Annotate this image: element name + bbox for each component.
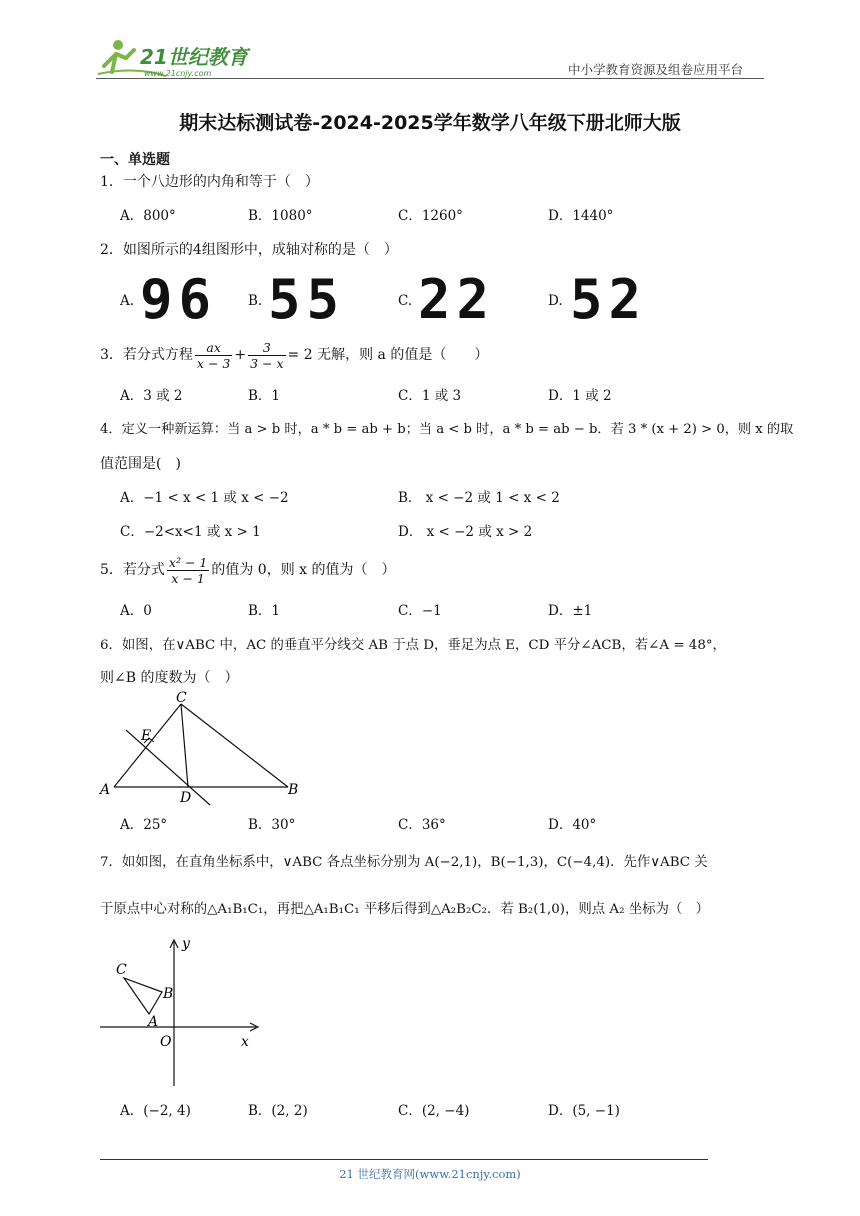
q7-stem-line2: 于原点中心对称的△A₁B₁C₁，再把△A₁B₁C₁ 平移后得到△A₂B₂C₂．若 B₂(1,0)，则点 A₂ 坐标为（ ） (100, 902, 710, 917)
q3-fraction-2-den: 3 − x (250, 355, 284, 371)
q4-stem-line1: 4．定义一种新运算：当 a > b 时，a * b = ab + b；当 a < b 时，a * b = ab − b．若 3 * (x + 2) > 0，则 x 的取 (100, 422, 794, 437)
q4-stem-line2: 值范围是( ) (100, 456, 181, 472)
q3-option-b: B．1 (248, 388, 281, 404)
q2-label-d: D. (548, 293, 563, 309)
q1-option-b: B．1080° (248, 208, 313, 224)
logo-text: 21世纪教育 (140, 45, 248, 69)
q3-fraction-1-den: x − 3 (196, 355, 231, 371)
q1-option-a: A．800° (120, 208, 176, 224)
q6-label-c: C (176, 690, 187, 706)
q1-option-d: D．1440° (548, 208, 614, 224)
q7-label-b: B (163, 986, 174, 1002)
logo-url: www.21cnjy.com (144, 69, 212, 78)
q3-suffix: = 2 无解，则 a 的值是（ ） (287, 347, 489, 363)
q7-triangle-abc (124, 978, 162, 1014)
q5-option-c: C．−1 (398, 603, 442, 619)
header-platform-text: 中小学教育资源及组卷应用平台 (568, 62, 744, 77)
section-heading: 一、单选题 (100, 152, 170, 168)
q5-fraction-num: x² − 1 (168, 554, 208, 570)
q6-segment-cd (181, 704, 188, 787)
q2-figure-b: 55 (268, 268, 346, 331)
q6-option-b: B．30° (248, 817, 296, 833)
q6-label-a: A (100, 782, 111, 798)
q7-label-y: y (182, 936, 190, 952)
q6-option-a: A．25° (120, 817, 168, 833)
q4-option-c: C．−2<x<1 或 x > 1 (120, 524, 261, 540)
q5-option-d: D．±1 (548, 603, 593, 619)
q7-option-b: B．(2, 2) (248, 1103, 308, 1119)
q2-figure-a: 96 (140, 268, 218, 331)
q4-option-a: A．−1 < x < 1 或 x < −2 (120, 490, 289, 506)
q4-option-d: D． x < −2 或 x > 2 (398, 524, 533, 540)
q3-fraction-1-num: ax (195, 340, 232, 356)
q2-figure-d: 52 (570, 268, 648, 331)
footer-link[interactable]: 21 世纪教育网(www.21cnjy.com) (339, 1167, 521, 1181)
q6-option-c: C．36° (398, 817, 446, 833)
site-logo (96, 36, 256, 80)
q6-triangle-figure (96, 690, 306, 810)
q7-coordinate-figure (96, 932, 266, 1090)
q7-label-a: A (148, 1014, 159, 1030)
q3-fraction-2-num: 3 (248, 340, 285, 356)
q7-label-o: O (160, 1034, 172, 1050)
footer-divider (100, 1159, 708, 1160)
q5-fraction-den: x − 1 (171, 570, 205, 586)
q6-option-d: D．40° (548, 817, 597, 833)
q6-perpendicular-bisector (126, 730, 210, 805)
q7-stem-line1: 7．如如图，在直角坐标系中，∨ABC 各点坐标分别为 A(−2,1)，B(−1,3)，C(−4,4)．先作∨ABC 关 (100, 855, 708, 870)
q3-option-c: C．1 或 3 (398, 388, 462, 404)
q3-option-a: A．3 或 2 (120, 388, 183, 404)
q3-option-d: D．1 或 2 (548, 388, 612, 404)
q7-option-d: D．(5, −1) (548, 1103, 620, 1119)
page-title: 期末达标测试卷-2024-2025学年数学八年级下册北师大版 (179, 112, 681, 134)
q6-stem-line2: 则∠B 的度数为（ ） (100, 670, 239, 686)
q7-label-x: x (241, 1034, 249, 1050)
q3-stem (100, 338, 488, 372)
q6-label-e: E (141, 728, 152, 744)
q1-stem: 1．一个八边形的内角和等于（ ） (100, 174, 319, 190)
q5-fraction (167, 555, 209, 586)
q7-option-a: A．(−2, 4) (120, 1103, 191, 1119)
q2-label-a: A. (120, 293, 135, 309)
q3-fraction-1 (195, 340, 232, 371)
q5-option-a: A．0 (120, 603, 152, 619)
q5-prefix: 5．若分式 (100, 562, 165, 578)
q4-option-b: B． x < −2 或 1 < x < 2 (398, 490, 560, 506)
q6-side-cb (181, 704, 288, 787)
q7-option-c: C．(2, −4) (398, 1103, 470, 1119)
q5-option-b: B．1 (248, 603, 281, 619)
q1-option-c: C．1260° (398, 208, 463, 224)
q6-side-ac (114, 704, 181, 787)
header-divider (96, 78, 764, 79)
q5-suffix: 的值为 0，则 x 的值为（ ） (211, 562, 396, 578)
q6-stem-line1: 6．如图，在∨ABC 中，AC 的垂直平分线交 AB 于点 D，垂足为点 E，CD 平分∠ACB，若∠A = 48°， (100, 638, 726, 653)
q7-label-c: C (116, 962, 127, 978)
q2-label-b: B. (248, 293, 263, 309)
q6-label-d: D (180, 790, 192, 806)
q2-label-c: C. (398, 293, 413, 309)
q5-stem (100, 553, 396, 587)
q2-stem: 2．如图所示的4组图形中，成轴对称的是（ ） (100, 242, 398, 258)
q2-figure-c: 22 (418, 268, 496, 331)
q3-fraction-2 (248, 340, 285, 371)
q3-plus: + (234, 347, 247, 363)
q6-label-b: B (288, 782, 299, 798)
q3-prefix: 3．若分式方程 (100, 347, 193, 363)
